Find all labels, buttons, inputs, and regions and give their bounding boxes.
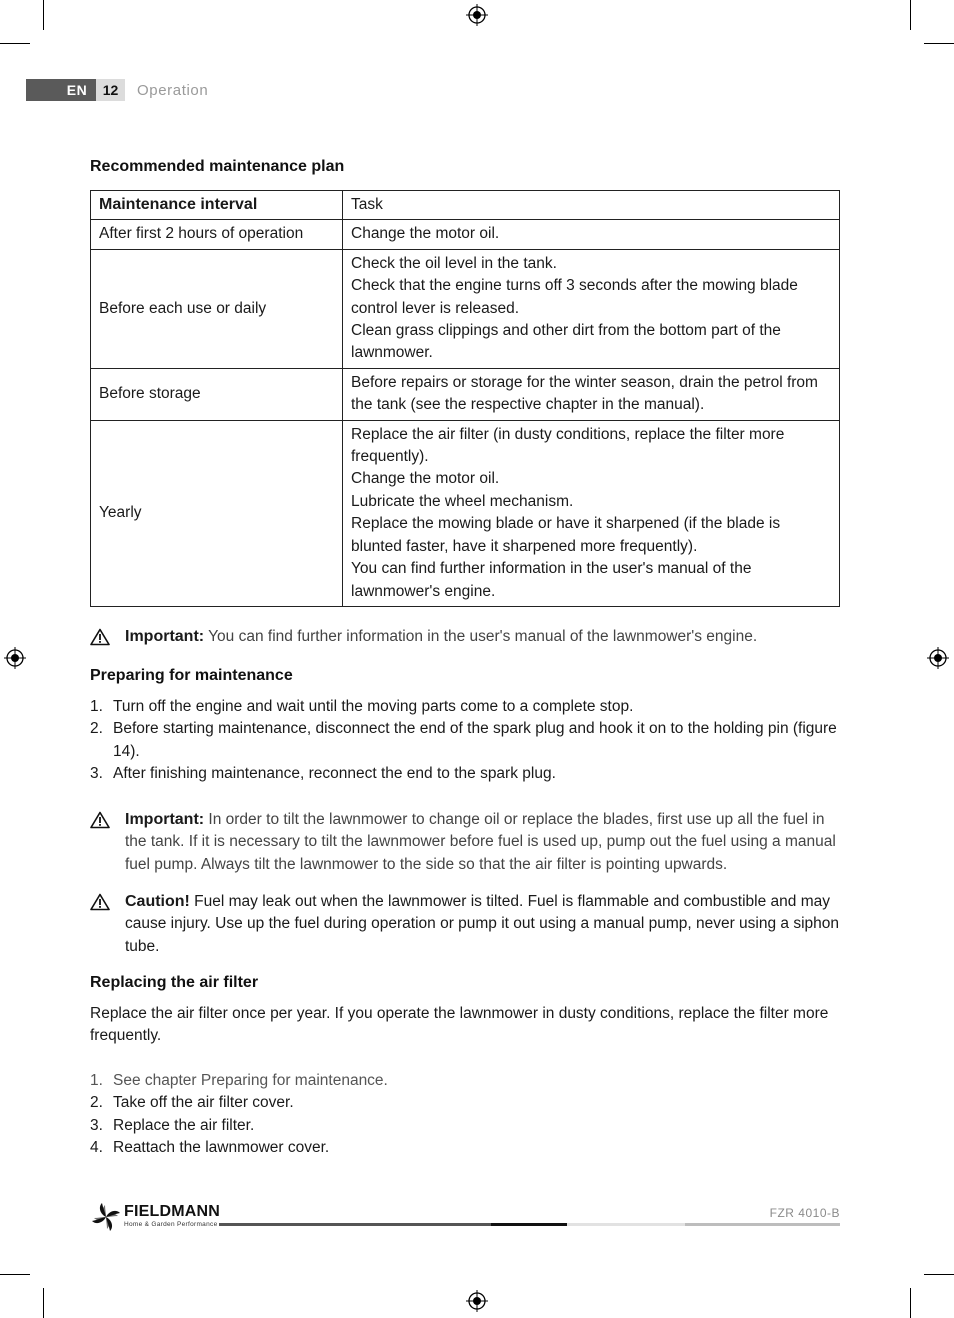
crop-mark [910, 0, 911, 30]
footer-rule-dark [491, 1223, 567, 1226]
task-cell [343, 249, 840, 368]
model-number: FZR 4010-B [769, 1206, 840, 1220]
maintenance-plan-heading: Recommended maintenance plan [90, 158, 345, 175]
step-number: 2. [90, 1094, 103, 1112]
fieldmann-logo-icon [90, 1201, 122, 1233]
column-header-task: Task [343, 191, 840, 220]
table-row [91, 368, 840, 420]
task-line: Replace the mowing blade or have it sharpened (if the blade is blunted faster, have it sharpened more frequently). [351, 515, 781, 555]
brand-name: FIELDMANN [124, 1203, 221, 1220]
crop-mark [43, 0, 44, 30]
note-label: Important: [125, 811, 205, 828]
step-text: Before starting maintenance, disconnect the end of the spark plug and hook it on to the holding pin (figure 14). [113, 720, 837, 760]
step-number: 1. [90, 698, 103, 715]
task-line: Change the motor oil. [351, 470, 500, 488]
list-item [90, 1070, 840, 1092]
list-item [90, 763, 840, 785]
note-text: Fuel may leak out when the lawnmower is tilted. Fuel is flammable and combustible and may cause injury. Use up the fuel during operation or pump it out using a manual pump, never using a siphon tube. [125, 893, 840, 955]
footer-rule-mid [685, 1223, 840, 1226]
note-text: You can find further information in the user's manual of the lawnmower's engine. [204, 628, 758, 645]
task-line: Before repairs or storage for the winter season, drain the petrol from the tank (see the respective chapter in the manual). [351, 373, 818, 414]
column-header-interval: Maintenance interval [91, 191, 343, 220]
step-text: Take off the air filter cover. [113, 1094, 294, 1112]
page-number: 12 [96, 79, 125, 101]
task-cell [343, 368, 840, 420]
crop-mark [910, 1288, 911, 1318]
task-line: Clean grass clippings and other dirt from the bottom part of the lawnmower. [351, 322, 781, 362]
crop-mark [0, 1274, 30, 1275]
task-line: Lubricate the wheel mechanism. [351, 492, 574, 510]
list-item [90, 1092, 840, 1114]
list-item [90, 1115, 840, 1137]
list-item [90, 718, 840, 763]
section-title: Operation [137, 82, 209, 99]
air-filter-steps-list [90, 1070, 840, 1160]
task-line: Check that the engine turns off 3 seconds after the mowing blade control lever is released. [351, 277, 798, 317]
crop-mark [43, 1288, 44, 1318]
crop-mark [924, 1274, 954, 1275]
task-line: You can find further information in the user's manual of the lawnmower's engine. [351, 560, 752, 600]
interval-cell: Before storage [91, 368, 343, 420]
brand-tagline: Home & Garden Performance [124, 1221, 218, 1228]
table-header-row [91, 191, 840, 220]
step-text: Turn off the engine and wait until the moving parts come to a complete stop. [113, 698, 634, 715]
list-item [90, 696, 840, 718]
task-line: Change the motor oil. [351, 225, 500, 243]
preparing-steps-list [90, 696, 840, 786]
note-label: Caution! [125, 893, 190, 910]
table-row [91, 420, 840, 606]
language-code: EN [66, 82, 88, 98]
crop-mark [0, 43, 30, 44]
step-text: After finishing maintenance, reconnect the end to the spark plug. [113, 765, 556, 783]
air-filter-intro: Replace the air filter once per year. If you operate the lawnmower in dusty conditions, replace the filter more frequently. [90, 1005, 829, 1045]
task-line: Check the oil level in the tank. [351, 254, 557, 272]
table-row [91, 220, 840, 249]
interval-cell: Yearly [91, 420, 343, 606]
list-item [90, 1137, 840, 1159]
registration-mark-icon [4, 647, 26, 669]
step-number: 1. [90, 1072, 103, 1089]
step-number: 3. [90, 1116, 103, 1134]
step-text: Reattach the lawnmower cover. [113, 1139, 330, 1157]
step-number: 2. [90, 720, 103, 738]
note-text: In order to tilt the lawnmower to change oil or replace the blades, first use up all the fuel in the tank. If it is necessary to tilt the lawnmower before fuel is used up, pump out the fuel using a manual fuel pump. Always tilt the lawnmower to the side so that the air filter is pointing upwards. [125, 811, 836, 873]
maintenance-plan-table [90, 190, 840, 607]
task-line: Replace the air filter (in dusty conditions, replace the filter more frequently). [351, 425, 785, 466]
step-number: 3. [90, 765, 103, 783]
step-number: 4. [90, 1139, 103, 1157]
warning-triangle-icon [90, 811, 110, 829]
interval-cell: After first 2 hours of operation [91, 220, 343, 249]
note-label: Important: [125, 628, 205, 645]
warning-triangle-icon [90, 893, 110, 911]
registration-mark-icon [466, 4, 488, 26]
interval-cell: Before each use or daily [91, 249, 343, 368]
registration-mark-icon [927, 647, 949, 669]
registration-mark-icon [466, 1290, 488, 1312]
footer-rule-light [567, 1223, 685, 1226]
warning-triangle-icon [90, 628, 110, 646]
air-filter-heading: Replacing the air filter [90, 974, 259, 991]
step-text: Replace the air filter. [113, 1116, 255, 1134]
task-cell [343, 420, 840, 606]
step-text: See chapter Preparing for maintenance. [113, 1072, 388, 1089]
preparing-heading: Preparing for maintenance [90, 667, 293, 684]
table-row [91, 249, 840, 368]
footer-rule-gray [219, 1223, 491, 1226]
task-cell [343, 220, 840, 249]
crop-mark [924, 43, 954, 44]
